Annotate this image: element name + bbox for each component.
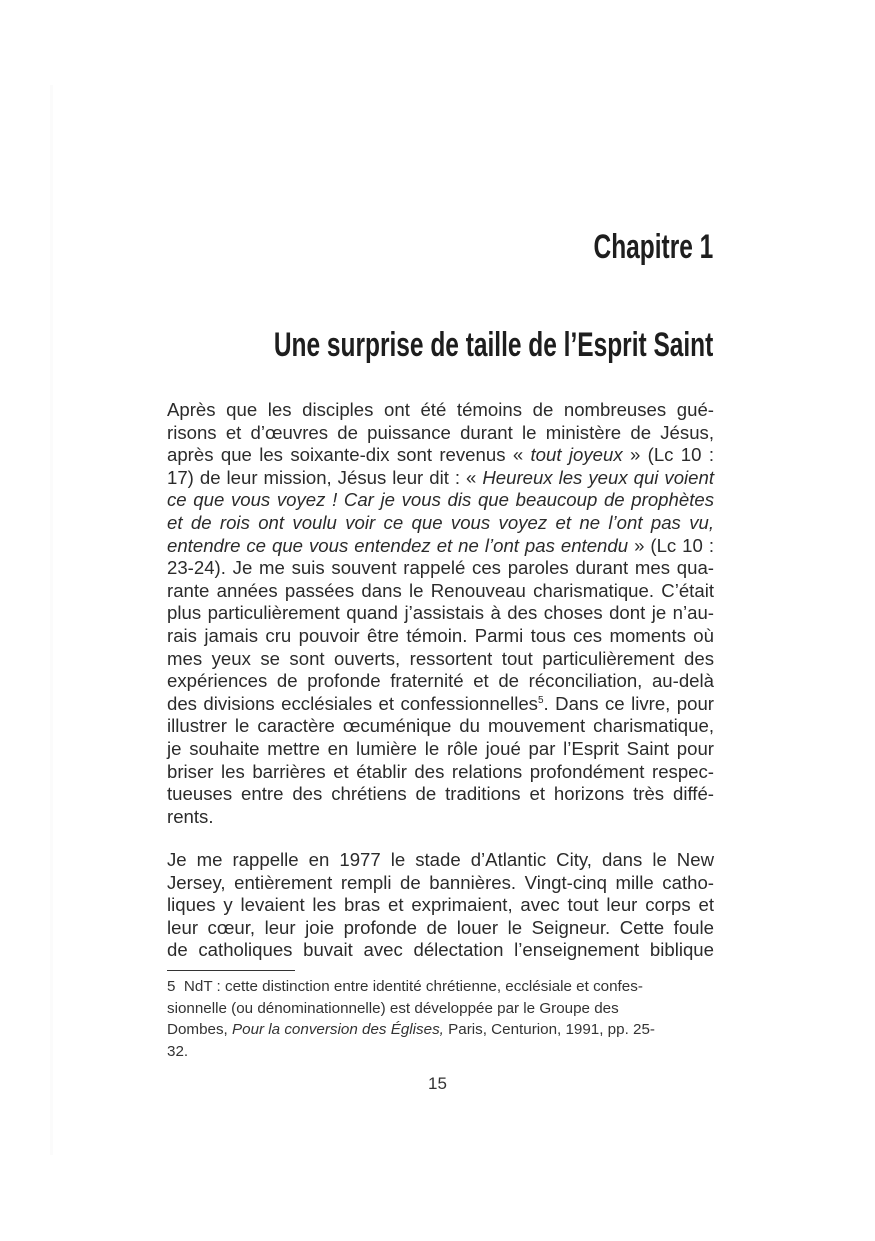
- page-number: 15: [428, 1074, 447, 1093]
- text-line: mes yeux se sont ouverts, ressortent tout particulièrement des: [167, 647, 714, 669]
- text-line: Jersey, entièrement rempli de bannières. Vingt-cinq mille catho-: [167, 871, 714, 893]
- footnote-line: 5 NdT : cette distinction entre identité chrétienne, ecclésiale et confes-: [167, 978, 643, 995]
- italic-quote: entendre ce que vous entendez et ne l’ont pas entendu: [167, 534, 629, 556]
- chapter-label: Chapitre 1: [593, 228, 713, 266]
- italic-quote: tout joyeux: [530, 444, 623, 466]
- footnote-divider: [167, 970, 295, 971]
- italic-quote: Heureux les yeux qui voient: [482, 466, 715, 488]
- paragraph-1: [167, 399, 714, 828]
- footnote-number: 5: [167, 978, 176, 995]
- text-line: illustrer le caractère œcuménique du mouvement charismatique,: [167, 715, 714, 737]
- text-line: 17) de leur mission, Jésus leur dit : « Heureux les yeux qui voient: [167, 466, 715, 488]
- text-line: expériences de profonde fraternité et de réconciliation, au-delà: [167, 670, 714, 692]
- book-title: Pour la conversion des Églises,: [232, 1021, 444, 1038]
- text-line: 23-24). Je me suis souvent rappelé ces paroles durant mes qua-: [167, 557, 714, 579]
- text-line: plus particulièrement quand j’assistais à des choses dont je n’au-: [167, 602, 714, 624]
- text-line: rais jamais cru pouvoir être témoin. Parmi tous ces moments où: [167, 624, 714, 646]
- text-line: des divisions ecclésiales et confessionnelles$^5$. Dans ce livre, pour: [167, 692, 714, 714]
- text-line: Je me rappelle en 1977 le stade d’Atlantic City, dans le New: [167, 849, 714, 870]
- text-line: liques y levaient les bras et exprimaient, avec tout leur corps et: [167, 894, 714, 916]
- text-line: de catholiques buvait avec délectation l’enseignement biblique: [167, 939, 714, 961]
- page-edge-shadow: [50, 85, 53, 1155]
- text-line: rents.: [167, 805, 214, 827]
- footnote-line: Dombes, Pour la conversion des Églises, Paris, Centurion, 1991, pp. 25-: [167, 1021, 655, 1038]
- footnote-reference[interactable]: 5: [537, 694, 544, 706]
- italic-quote: et de rois ont voulu voir ce que vous voyez et ne l’ont pas vu,: [167, 511, 714, 533]
- text-line: [167, 512, 714, 535]
- italic-quote: ce que vous voyez ! Car je vous dis que beaucoup de prophètes: [167, 489, 714, 511]
- text-line: Après que les disciples ont été témoins de nombreuses gué-: [167, 399, 714, 420]
- text-line: je souhaite mettre en lumière le rôle joué par l’Esprit Saint pour: [167, 737, 714, 759]
- paragraph-2: [167, 849, 714, 962]
- footnote-line: sionnelle (ou dénominationnelle) est développée par le Groupe des: [167, 999, 619, 1017]
- footnote-line: 32.: [167, 1042, 189, 1060]
- footnote: [167, 976, 714, 1062]
- text-line: briser les barrières et établir des relations profondément respec-: [167, 760, 714, 782]
- text-line: risons et d’œuvres de puissance durant le ministère de Jésus,: [167, 421, 714, 443]
- chapter-title: Une surprise de taille de l’Esprit Saint: [273, 326, 713, 364]
- text-line: [167, 489, 714, 512]
- text-line: rante années passées dans le Renouveau charismatique. C’était: [167, 579, 714, 601]
- text-line: après que les soixante-dix sont revenus « tout joyeux » (Lc 10 :: [167, 444, 714, 466]
- text-line: leur cœur, leur joie profonde de louer le Seigneur. Cette foule: [167, 916, 714, 938]
- text-line: tueuses entre des chrétiens de traditions et horizons très diffé-: [167, 783, 714, 805]
- text-line: entendre ce que vous entendez et ne l’ont pas entendu » (Lc 10 :: [167, 534, 714, 556]
